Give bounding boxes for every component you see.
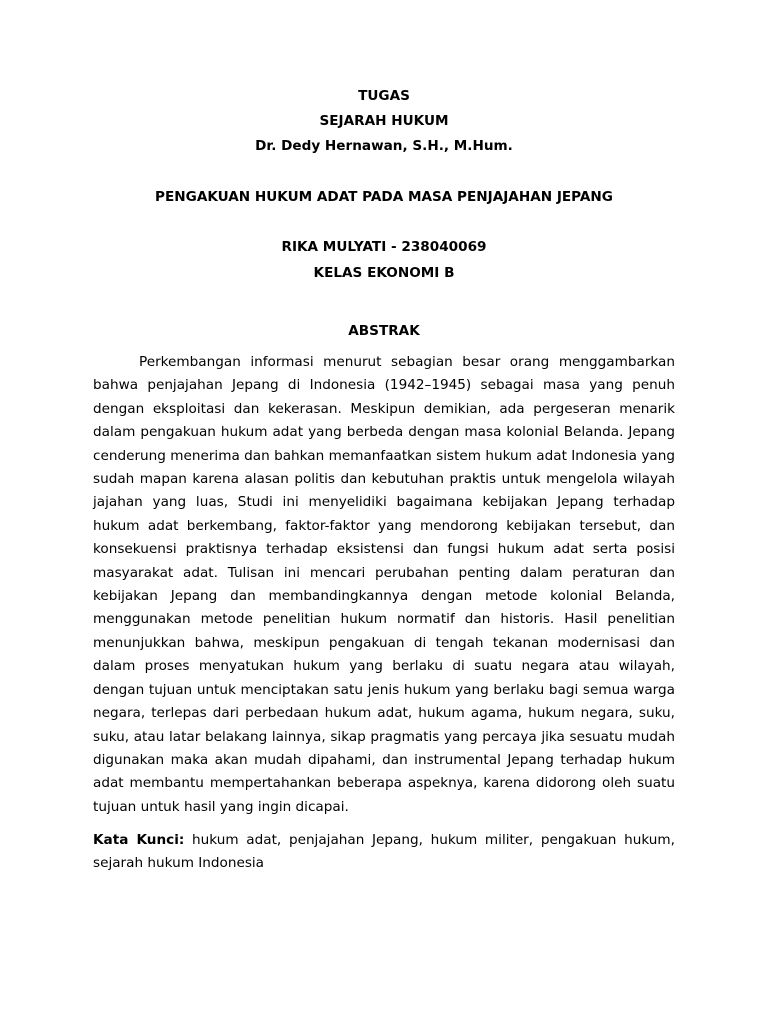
paper-title: PENGAKUAN HUKUM ADAT PADA MASA PENJAJAHAN JEPANG: [155, 189, 613, 205]
abstract-heading: ABSTRAK: [348, 323, 420, 339]
task-label: TUGAS: [358, 88, 410, 104]
author-name-id: RIKA MULYATI - 238040069: [281, 239, 487, 255]
lecturer-name: Dr. Dedy Hernawan, S.H., M.Hum.: [255, 138, 513, 154]
course-name: SEJARAH HUKUM: [319, 113, 449, 129]
keywords-label: Kata Kunci:: [93, 832, 185, 848]
abstract-body: Perkembangan informasi menurut sebagian besar orang menggambarkan bahwa penjajahan Jepang di Indonesia (1942–1945) sebagai masa yang penuh dengan eksploitasi dan kekerasan. Meskipun demikian, ada pergeseran menarik dalam pengakuan hukum adat yang berbeda dengan masa kolonial Belanda. Jepang cenderung menerima dan bahkan memanfaatkan sistem hukum adat Indonesia yang sudah mapan karena alasan politis dan kebutuhan praktis untuk mengelola wilayah jajahan yang luas, Studi ini menyelidiki bagaimana kebijakan Jepang terhadap hukum adat berkembang, faktor-faktor yang mendorong kebijakan tersebut, dan konsekuensi praktisnya terhadap eksistensi dan fungsi hukum adat serta posisi masyarakat adat. Tulisan ini mencari perubahan penting dalam peraturan dan kebijakan Jepang dan membandingkannya dengan metode kolonial Belanda, menggunakan metode penelitian hukum normatif dan historis. Hasil penelitian menunjukkan bahwa, meskipun pengakuan di tengah tekanan modernisasi dan dalam proses menyatukan hukum yang berlaku di suatu negara atau wilayah, dengan tujuan untuk menciptakan satu jenis hukum yang berlaku bagi semua warga negara, terlepas dari perbedaan hukum adat, hukum agama, hukum negara, suku, suku, atau latar belakang lainnya, sikap pragmatis yang percaya jika sesuatu mudah digunakan maka akan mudah dipahami, dan instrumental Jepang terhadap hukum adat membantu mempertahankan beberapa aspeknya, karena didorong oleh suatu tujuan untuk hasil yang ingin dicapai.: [93, 354, 675, 815]
author-class: KELAS EKONOMI B: [313, 265, 455, 281]
keywords-paragraph: [93, 829, 675, 875]
keywords-text: hukum adat, penjajahan Jepang, hukum militer, pengakuan hukum, sejarah hukum Indonesia: [93, 832, 675, 871]
